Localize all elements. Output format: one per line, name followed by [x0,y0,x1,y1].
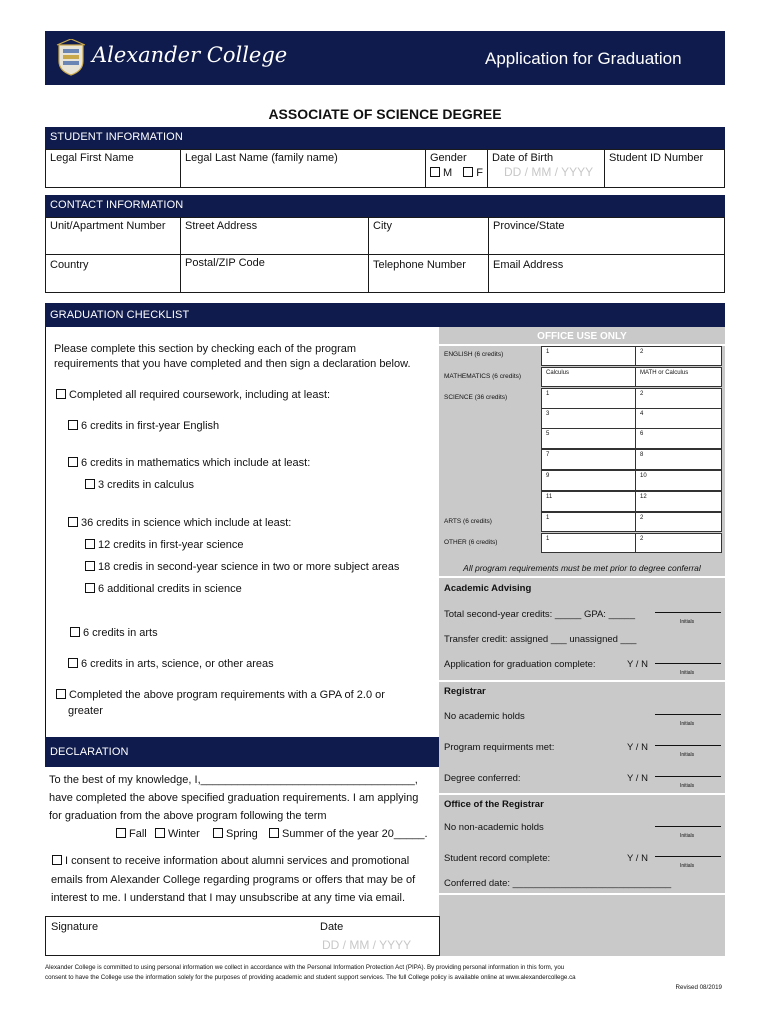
science-credits-label: SCIENCE (36 credits) [444,394,508,401]
privacy-notice-2: consent to have the College use the information solely for the purposes of providing academic and student support services. The full College policy is available online at www.alexandercollege.ca [45,974,576,981]
registrar-initials-label-3: Initials [680,783,695,789]
office-registrar-record-complete: Student record complete: [444,853,551,864]
dob-label: Date of Birth [492,152,554,164]
consent-line-2: emails from Alexander College regarding programs or offers that may be of [51,874,416,886]
first-name-field[interactable] [45,149,181,188]
email-label: Email Address [493,259,564,271]
science-cell-9[interactable]: 9 [541,470,636,491]
advising-initials-line-2[interactable] [655,663,721,664]
science-cell-1[interactable]: 1 [541,388,636,409]
gender-m-label: M [443,167,453,179]
checklist-intro-1: Please complete this section by checking each of the program [54,343,357,355]
unit-label: Unit/Apartment Number [50,220,166,232]
office-registrar-initials-label-2: Initials [680,863,695,869]
office-registrar-conferred-date[interactable]: Conferred date: ______________________________ [444,878,672,889]
registrar-program-met: Program requirments met: [444,742,555,753]
last-name-label: Legal Last Name (family name) [185,152,338,164]
dob-placeholder: DD / MM / YYYY [504,165,594,179]
advising-transfer: Transfer credit: assigned ___ unassigned ___ [444,634,637,645]
check-first-year-science[interactable]: 12 credits in first-year science [85,539,244,551]
other-cell-1[interactable]: 1 [541,533,636,553]
gender-f-label: F [476,167,483,179]
declaration-heading: DECLARATION [45,737,439,767]
office-registrar-title: Office of the Registrar [444,799,544,810]
city-label: City [373,220,392,232]
checklist-intro-2: requirements that you have completed and then sign a declaration below. [54,358,411,370]
dob-field[interactable] [487,149,605,188]
last-name-field[interactable] [180,149,426,188]
check-coursework[interactable]: Completed all required coursework, including at least: [56,389,330,401]
registrar-initials-line-2[interactable] [655,745,721,746]
english-credits-label: ENGLISH (6 credits) [444,351,504,358]
term-fall-checkbox[interactable]: Fall [116,828,147,840]
gender-field [425,149,488,188]
date-placeholder: DD / MM / YYYY [322,938,412,952]
student-id-field[interactable] [604,149,725,188]
unit-field[interactable] [45,217,181,255]
advising-title: Academic Advising [444,583,532,594]
advising-total-credits: Total second-year credits: _____ GPA: _____ [444,609,635,620]
check-second-year-science[interactable]: 18 credis in second-year science in two or more subject areas [85,561,399,573]
advising-app-complete: Application for graduation complete: [444,659,596,670]
declaration-line-1[interactable]: To the best of my knowledge, I,___________________________________, [49,774,418,786]
science-cell-6[interactable]: 6 [635,428,722,449]
term-summer-checkbox[interactable]: Summer of the year 20_____. [269,828,428,840]
check-gpa[interactable]: Completed the above program requirements with a GPA of 2.0 or [56,689,385,701]
math-cell-calculus[interactable]: Calculus [541,367,636,387]
gender-label: Gender [430,152,467,164]
check-science[interactable]: 36 credits in science which include at least: [68,517,291,529]
first-name-label: Legal First Name [50,152,134,164]
science-cell-3[interactable]: 3 [541,408,636,429]
term-spring-checkbox[interactable]: Spring [213,828,258,840]
gender-m-checkbox[interactable] [430,167,440,177]
registrar-initials-line-3[interactable] [655,776,721,777]
check-additional-science[interactable]: 6 additional credits in science [85,583,242,595]
checklist-heading: GRADUATION CHECKLIST [45,303,725,327]
arts-cell-2[interactable]: 2 [635,512,722,532]
math-credits-label: MATHEMATICS (6 credits) [444,373,522,380]
science-cell-5[interactable]: 5 [541,428,636,449]
registrar-initials-label-1: Initials [680,721,695,727]
advising-initials-label-2: Initials [680,670,695,676]
signature-label: Signature [51,921,99,933]
office-registrar-non-academic: No non-academic holds [444,822,544,833]
declaration-line-2: have completed the above specified graduation requirements. I am applying [49,792,419,804]
postal-field[interactable] [180,254,369,293]
phone-field[interactable] [368,254,489,293]
office-use-heading: OFFICE USE ONLY [537,331,627,342]
registrar-degree-conferred: Degree conferred: [444,773,521,784]
student-id-label: Student ID Number [609,152,704,164]
registrar-initials-label-2: Initials [680,752,695,758]
signature-field[interactable] [45,916,440,956]
contact-info-heading: CONTACT INFORMATION [45,195,725,217]
date-label: Date [320,921,344,933]
consent-checkbox[interactable]: I consent to receive information about alumni services and promotional [52,855,409,867]
check-arts[interactable]: 6 credits in arts [70,627,158,639]
office-registrar-initials-line-2[interactable] [655,856,721,857]
advising-app-complete-yn[interactable]: Y / N [627,659,648,670]
check-arts-science-other[interactable]: 6 credits in arts, science, or other areas [68,658,274,670]
consent-line-3: interest to me. I understand that I may unsubscribe at any time via email. [51,892,406,904]
postal-label: Postal/ZIP Code [185,257,265,269]
form-title: Application for Graduation [485,49,682,68]
college-logo-text: Alexander College [92,43,288,67]
science-cell-11[interactable]: 11 [541,491,636,512]
registrar-program-met-yn[interactable]: Y / N [627,742,648,753]
office-registrar-initials-label-1: Initials [680,833,695,839]
office-registrar-initials-line-1[interactable] [655,826,721,827]
degree-title: ASSOCIATE OF SCIENCE DEGREE [268,106,502,122]
phone-label: Telephone Number [373,259,466,271]
other-credits-label: OTHER (6 credits) [444,539,498,546]
country-field[interactable] [45,254,181,293]
advising-initials-line-1[interactable] [655,612,721,613]
street-label: Street Address [185,220,258,232]
other-cell-2[interactable]: 2 [635,533,722,553]
science-cell-8[interactable]: 8 [635,449,722,470]
check-math[interactable]: 6 credits in mathematics which include at least: [68,457,310,469]
email-field[interactable] [488,254,725,293]
declaration-line-3: for graduation from the above program following the term [49,810,327,822]
privacy-notice-1: Alexander College is committed to using personal information we collect in accordance with the Personal Information Protection Act (PIPA). By providing personal information in this form, you [45,964,565,971]
gender-f-checkbox[interactable] [463,167,473,177]
science-cell-10[interactable]: 10 [635,470,722,491]
math-cell-math-or-calculus[interactable]: MATH or Calculus [635,367,722,387]
check-english[interactable]: 6 credits in first-year English [68,420,219,432]
registrar-no-holds: No academic holds [444,711,525,722]
term-winter-checkbox[interactable]: Winter [155,828,200,840]
science-cell-7[interactable]: 7 [541,449,636,470]
science-cell-4[interactable]: 4 [635,408,722,429]
student-info-heading: STUDENT INFORMATION [45,127,725,149]
office-registrar-record-complete-yn[interactable]: Y / N [627,853,648,864]
english-cell-1[interactable]: 1 [541,346,636,366]
city-field[interactable] [368,217,489,255]
check-gpa-cont: greater [68,705,103,717]
check-calculus[interactable]: 3 credits in calculus [85,479,194,491]
revised-date: Revised 08/2019 [675,984,722,991]
street-field[interactable] [180,217,369,255]
advising-initials-label-1: Initials [680,619,695,625]
science-cell-12[interactable]: 12 [635,491,722,512]
registrar-initials-line-1[interactable] [655,714,721,715]
science-cell-2[interactable]: 2 [635,388,722,409]
province-field[interactable] [488,217,725,255]
province-label: Province/State [493,220,565,232]
english-cell-2[interactable]: 2 [635,346,722,366]
office-use-note: All program requirements must be met prior to degree conferral [463,563,701,573]
registrar-degree-conferred-yn[interactable]: Y / N [627,773,648,784]
arts-cell-1[interactable]: 1 [541,512,636,532]
college-crest-icon [55,39,87,77]
country-label: Country [50,259,89,271]
arts-credits-label: ARTS (6 credits) [444,518,492,525]
registrar-title: Registrar [444,686,486,697]
